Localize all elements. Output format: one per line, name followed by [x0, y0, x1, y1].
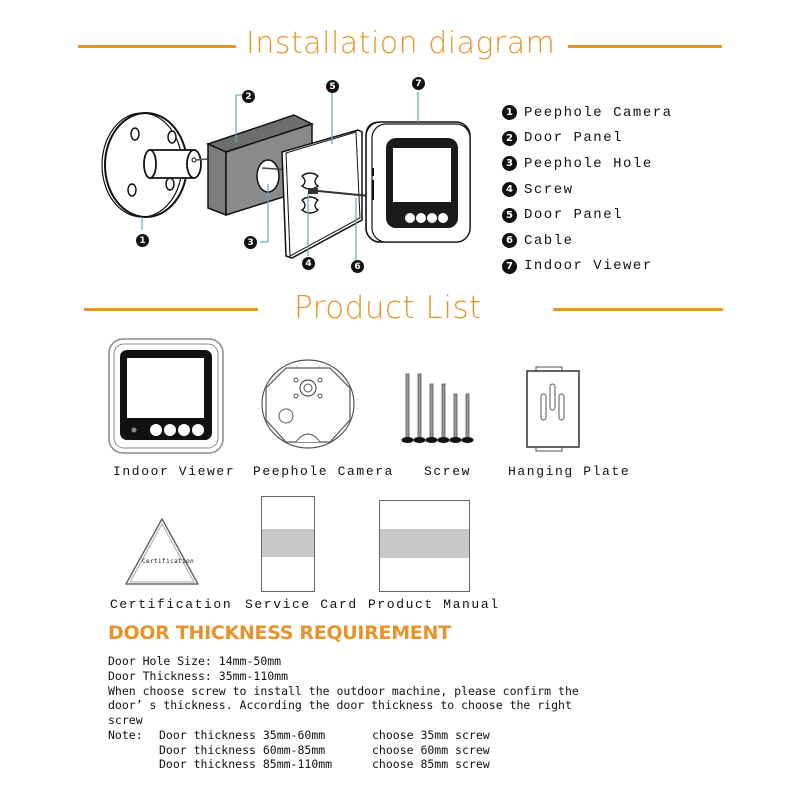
product-label-service-card: Service Card	[245, 597, 358, 612]
gray-band	[262, 529, 314, 557]
instruction-line-2: door’ s thickness. According the door thickness to choose the right	[108, 698, 572, 712]
product-manual-icon	[379, 500, 470, 592]
callout-6: 6	[351, 260, 364, 273]
product-label-peephole-camera: Peephole Camera	[253, 464, 395, 479]
legend-label: Indoor Viewer	[524, 258, 653, 275]
indoor-viewer-drawing	[366, 122, 470, 242]
legend-item	[502, 100, 673, 126]
note-choice-3: choose 85mm screw	[372, 757, 490, 771]
note-range-2: Door thickness 60mm-85mm	[159, 743, 326, 757]
callout-4: 4	[302, 257, 315, 270]
product-rule-right	[553, 308, 723, 311]
note-range-1: Door thickness 35mm-60mm	[159, 728, 326, 742]
exploded-installation-diagram	[90, 80, 490, 280]
product-label-certification: Certification	[110, 597, 233, 612]
legend-label: Peephole Hole	[524, 155, 653, 172]
note-choice-1: choose 35mm screw	[372, 728, 490, 742]
hole-size-line: Door Hole Size: 14mm-50mm	[108, 654, 282, 668]
requirement-title: DOOR THICKNESS REQUIREMENT	[108, 622, 451, 644]
parts-legend	[502, 100, 673, 279]
header-rule-right	[568, 45, 722, 48]
callout-1: 1	[136, 234, 149, 247]
number-badge: 3	[502, 156, 517, 171]
product-rule-left	[84, 308, 258, 311]
callout-3: 3	[244, 236, 257, 249]
callout-5: 5	[326, 80, 339, 93]
legend-label: Cable	[524, 232, 574, 249]
legend-label: Screw	[524, 181, 574, 198]
number-badge: 7	[502, 259, 517, 274]
certification-inner-text: Certification	[142, 558, 195, 565]
legend-label: Door Panel	[524, 207, 624, 224]
product-label-screw: Screw	[424, 464, 472, 479]
legend-item	[502, 254, 673, 280]
installation-title: Installation diagram	[246, 26, 556, 61]
instruction-line-3: screw	[108, 713, 143, 727]
certification-icon	[122, 516, 202, 588]
legend-item	[502, 228, 673, 254]
legend-label: Door Panel	[524, 130, 624, 147]
number-badge: 5	[502, 208, 517, 223]
note-label: Note:	[108, 728, 143, 742]
screws-icon	[400, 372, 480, 448]
number-badge: 2	[502, 131, 517, 146]
note-choice-2: choose 60mm screw	[372, 743, 490, 757]
legend-item	[502, 126, 673, 152]
instruction-line-1: When choose screw to install the outdoor machine, please confirm the	[108, 684, 579, 698]
product-label-hanging-plate: Hanging Plate	[508, 464, 631, 479]
door-thickness-line: Door Thickness: 35mm-110mm	[108, 669, 289, 683]
product-label-product-manual: Product Manual	[368, 597, 500, 612]
header-rule-left	[78, 45, 236, 48]
product-label-indoor-viewer: Indoor Viewer	[113, 464, 236, 479]
callout-7: 7	[412, 77, 425, 90]
number-badge: 4	[502, 182, 517, 197]
peephole-camera-drawing	[102, 113, 220, 217]
peephole-camera-icon	[260, 358, 356, 450]
legend-item	[502, 202, 673, 228]
legend-item	[502, 177, 673, 203]
legend-label: Peephole Camera	[524, 104, 673, 121]
callout-2: 2	[242, 90, 255, 103]
product-list-title: Product List	[294, 290, 482, 326]
legend-item	[502, 151, 673, 177]
gray-band	[380, 529, 469, 558]
service-card-icon	[261, 496, 315, 592]
number-badge: 1	[502, 105, 517, 120]
number-badge: 6	[502, 233, 517, 248]
note-range-3: Door thickness 85mm-110mm	[159, 757, 333, 771]
indoor-viewer-icon	[108, 338, 224, 454]
hanging-plate-icon	[526, 366, 582, 452]
